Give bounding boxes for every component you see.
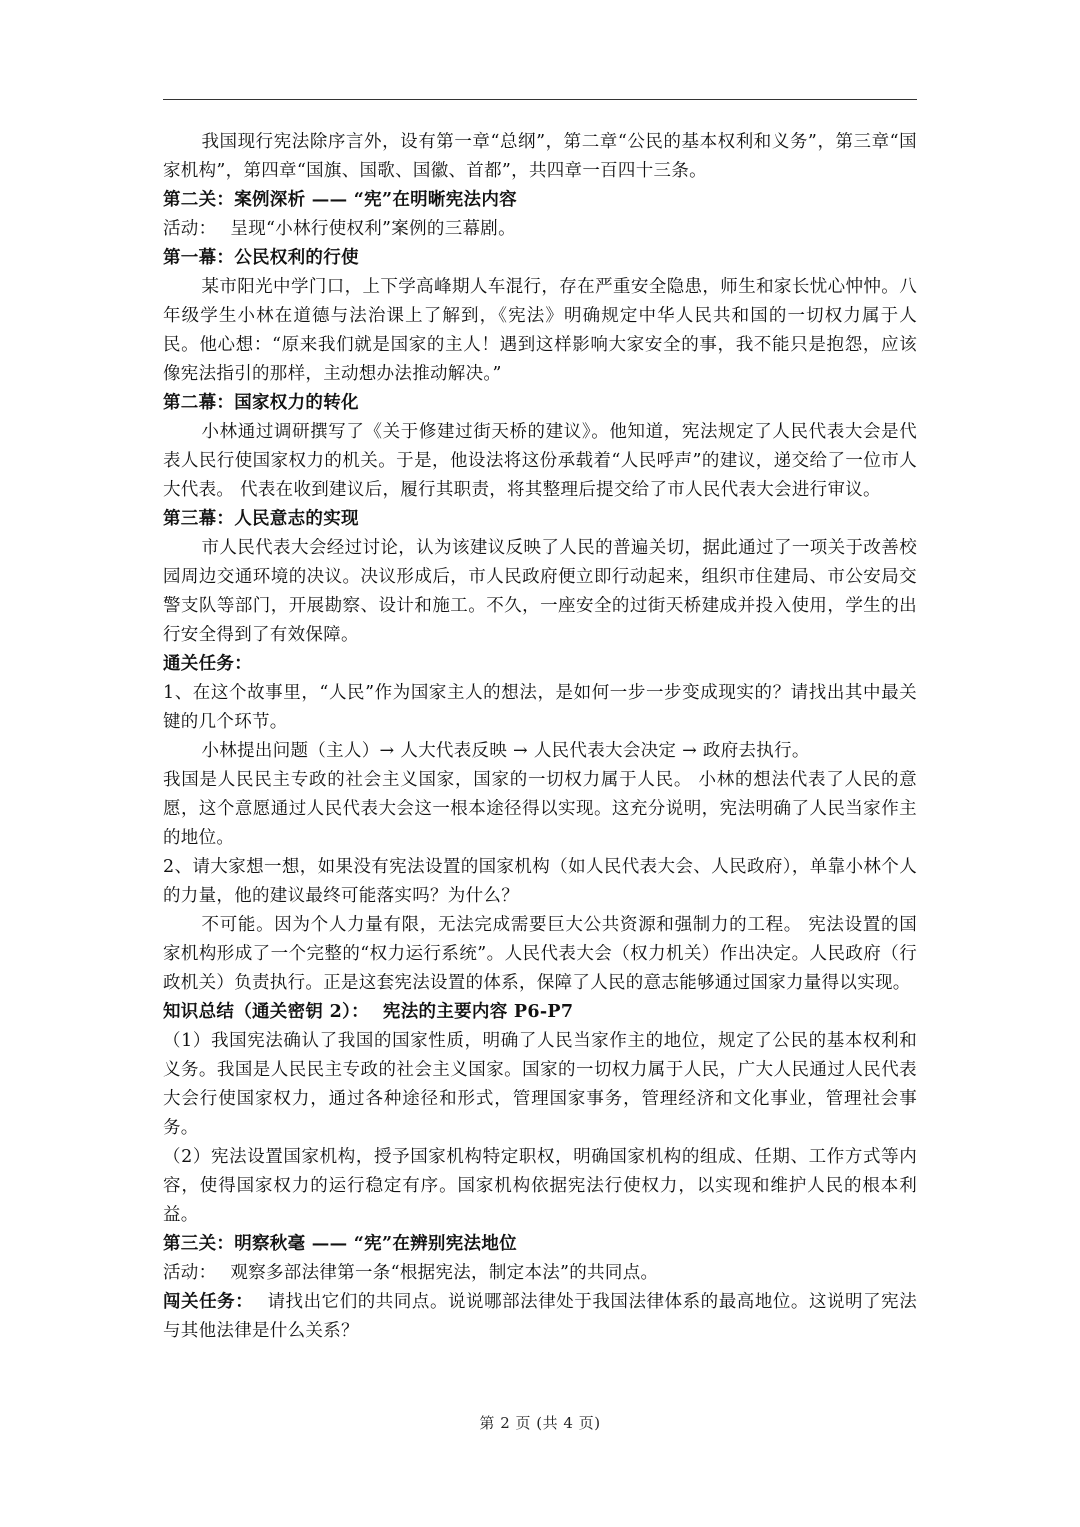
task-2-label: 闯关任务：	[163, 1292, 254, 1312]
header-rule	[163, 99, 917, 100]
summary-point-2: （2）宪法设置国家机构，授予国家机构特定职权，明确国家机构的组成、任期、工作方式等内容，使得国家权力的运行稳定有序。国家机构依据宪法行使权力，以实现和维护人民的根本利益。	[163, 1147, 917, 1225]
paragraph-constitution-structure: 我国现行宪法除序言外，设有第一章“总纲”，第二章“公民的基本权利和义务”，第三章“国家机构”，第四章“国旗、国歌、国徽、首都”，共四章一百四十三条。	[163, 132, 917, 181]
act-3-title: 第三幕：人民意志的实现	[163, 509, 359, 529]
document-body	[163, 128, 917, 1346]
answer-1-text: 我国是人民民主专政的社会主义国家，国家的一切权力属于人民。 小林的想法代表了人民的意愿，这个意愿通过人民代表大会这一根本途径得以实现。这充分说明，宪法明确了人民当家作主的地位。	[163, 770, 917, 848]
section-heading-level-2: 第二关：案例深析 —— “宪”在明晰宪法内容	[163, 190, 517, 210]
task-2-text: 请找出它们的共同点。说说哪部法律处于我国法律体系的最高地位。这说明了宪法与其他法律是什么关系？	[163, 1292, 918, 1341]
answer-2-text: 不可能。因为个人力量有限，无法完成需要巨大公共资源和强制力的工程。 宪法设置的国家机构形成了一个完整的“权力运行系统”。人民代表大会（权力机关）作出决定。人民政府（行政机关）负责执行。正是这套宪法设置的体系，保障了人民的意志能够通过国家力量得以实现。	[163, 915, 917, 993]
question-2: 2、请大家想一想，如果没有宪法设置的国家机构（如人民代表大会、人民政府），单靠小林个人的力量，他的建议最终可能落实吗？为什么？	[163, 857, 917, 906]
summary-point-1: （1）我国宪法确认了我国的国家性质，明确了人民当家作主的地位，规定了公民的基本权利和义务。我国是人民民主专政的社会主义国家。国家的一切权力属于人民，广大人民通过人民代表大会行使国家权力，通过各种途径和形式，管理国家事务，管理经济和文化事业，管理社会事务。	[163, 1031, 917, 1138]
section-heading-level-3: 第三关：明察秋毫 —— “宪”在辨别宪法地位	[163, 1234, 517, 1254]
activity-line-2	[163, 1259, 917, 1288]
activity-label: 活动：	[163, 219, 217, 239]
task-title: 通关任务：	[163, 654, 252, 674]
page-footer: 第 2 页 (共 4 页)	[479, 1414, 601, 1432]
answer-1-flow: 小林提出问题（主人）→ 人大代表反映 → 人民代表大会决定 → 政府去执行。	[201, 741, 810, 761]
summary-title	[163, 998, 917, 1027]
activity-text: 呈现“小林行使权利”案例的三幕剧。	[230, 219, 516, 239]
act-1-title: 第一幕：公民权利的行使	[163, 248, 359, 268]
activity-line-1	[163, 215, 917, 244]
activity-label-2: 活动：	[163, 1263, 217, 1283]
act-2-text: 小林通过调研撰写了《关于修建过街天桥的建议》。他知道，宪法规定了人民代表大会是代表人民行使国家权力的机关。于是，他设法将这份承载着“人民呼声”的建议，递交给了一位市人大代表。 代表在收到建议后，履行其职责，将其整理后提交给了市人民代表大会进行审议。	[163, 422, 917, 500]
activity-text-2: 观察多部法律第一条“根据宪法，制定本法”的共同点。	[230, 1263, 659, 1283]
question-1: 1、在这个故事里，“人民”作为国家主人的想法，是如何一步一步变成现实的？请找出其中最关键的几个环节。	[163, 683, 917, 732]
summary-title-key: 知识总结（通关密钥 2）：	[163, 1002, 369, 1022]
task-2	[163, 1288, 917, 1346]
act-1-text: 某市阳光中学门口，上下学高峰期人车混行，存在严重安全隐患，师生和家长忧心忡忡。八年级学生小林在道德与法治课上了解到，《宪法》明确规定中华人民共和国的一切权力属于人民。他心想：“原来我们就是国家的主人！遇到这样影响大家安全的事，我不能只是抱怨，应该像宪法指引的那样，主动想办法推动解决。”	[163, 277, 917, 384]
summary-title-topic: 宪法的主要内容 P6-P7	[382, 1002, 574, 1022]
act-3-text: 市人民代表大会经过讨论，认为该建议反映了人民的普遍关切，据此通过了一项关于改善校园周边交通环境的决议。决议形成后，市人民政府便立即行动起来，组织市住建局、市公安局交警支队等部门，开展勘察、设计和施工。不久，一座安全的过街天桥建成并投入使用，学生的出行安全得到了有效保障。	[163, 538, 917, 645]
act-2-title: 第二幕：国家权力的转化	[163, 393, 359, 413]
